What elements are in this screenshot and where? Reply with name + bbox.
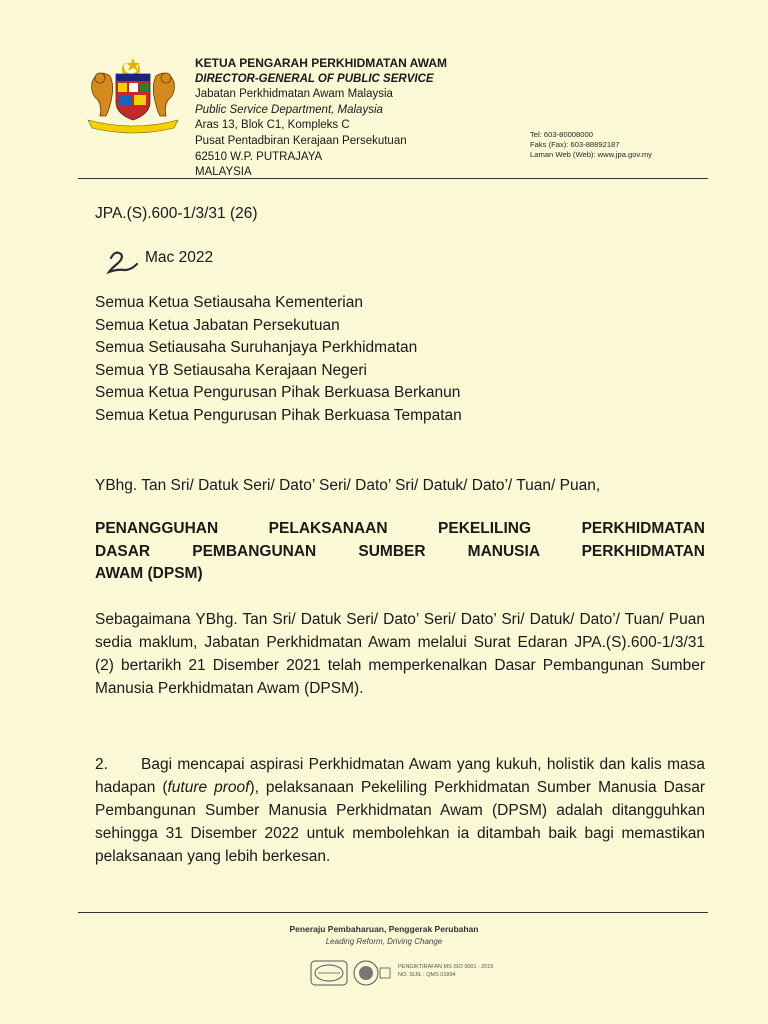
letterhead-address-line: Pusat Pentadbiran Kerajaan Persekutuan (195, 134, 407, 147)
paragraph-2 (95, 753, 705, 868)
addressee: Semua Ketua Setiausaha Kementerian (95, 294, 363, 311)
coat-of-arms-icon (78, 52, 188, 134)
subject-line: PENANGGUHAN PELAKSANAAN PEKELILING PERKHIDMATAN (95, 520, 705, 537)
letterhead (195, 56, 447, 181)
paragraph-text: ), pelaksanaan Pekeliling Perkhidmatan Sumber Manusia Dasar Pembangunan Sumber Manusia Perkhidmatan Awam (DPSM) adalah ditangguhkan sehingga 31 Disember 2022 untuk membolehkan ia ditambah baik bagi memastikan pelaksanaan yang lebih berkesan. (95, 779, 705, 865)
certification-logos-icon (310, 958, 392, 988)
paragraph-italic: future proof (167, 779, 250, 796)
addressee: Semua YB Setiausaha Kerajaan Negeri (95, 361, 367, 379)
salutation: YBhg. Tan Sri/ Datuk Seri/ Dato’ Seri/ Dato’ Sri/ Datuk/ Dato’/ Tuan/ Puan, (95, 477, 601, 494)
contact-fax: Faks (Fax): 603-88892187 (530, 140, 620, 150)
letter-date: Mac 2022 (145, 249, 214, 266)
footer-divider (78, 912, 708, 913)
letterhead-address-line: 62510 W.P. PUTRAJAYA (195, 150, 323, 163)
addressee: Semua Ketua Jabatan Persekutuan (95, 316, 340, 334)
paragraph-1: Sebagaimana YBhg. Tan Sri/ Datuk Seri/ Dato’ Seri/ Dato’ Sri/ Datuk/ Dato’/ Tuan/ Puan sedia maklum, Jabatan Perkhidmatan Awam melalui Surat Edaran JPA.(S).600-1/3/31 (2) bertarikh 21 Disember 2021 telah memperkenalkan Dasar Pembangunan Sumber Manusia Perkhidmatan Awam (DPSM). (95, 611, 705, 697)
footer-motto: Peneraju Pembaharuan, Penggerak Perubahan (289, 924, 479, 934)
cert-line: NO. SIJIL : QMS 01894 (398, 972, 456, 978)
letterhead-address-line: MALAYSIA (195, 166, 252, 179)
subject-line: DASAR PEMBANGUNAN SUMBER MANUSIA PERKHIDMATAN (95, 542, 705, 560)
addressee: Semua Setiausaha Suruhanjaya Perkhidmatan (95, 339, 418, 357)
contact-web: Laman Web (Web): www.jpa.gov.my (530, 150, 652, 160)
addressee: Semua Ketua Pengurusan Pihak Berkuasa Berkanun (95, 384, 461, 402)
letterhead-title-en: DIRECTOR-GENERAL OF PUBLIC SERVICE (195, 72, 434, 85)
header-divider (78, 178, 708, 179)
subject-line: AWAM (DPSM) (95, 565, 203, 582)
letterhead-department: Jabatan Perkhidmatan Awam Malaysia (195, 88, 393, 101)
handwritten-day (103, 246, 145, 274)
letterhead-title: KETUA PENGARAH PERKHIDMATAN AWAM (195, 56, 447, 70)
reference-number: JPA.(S).600-1/3/31 (26) (95, 205, 258, 222)
footer-motto-en: Leading Reform, Driving Change (325, 937, 443, 946)
letter-subject (95, 518, 705, 586)
paragraph-number: 2. (95, 756, 108, 773)
cert-line: PENGIKTIRAFAN MS ISO 9001 : 2015 (398, 964, 494, 970)
certification-text (398, 963, 493, 979)
contact-tel: Tel: 603-80008000 (530, 130, 593, 139)
contact-info (530, 130, 652, 161)
addressee-list (95, 292, 462, 428)
letterhead-department-en: Public Service Department, Malaysia (195, 103, 383, 116)
addressee: Semua Ketua Pengurusan Pihak Berkuasa Tempatan (95, 406, 462, 424)
letterhead-address-line: Aras 13, Blok C1, Kompleks C (195, 119, 350, 132)
paragraph-text: Bagi mencapai aspirasi Perkhidmatan Awam yang kukuh, holistik dan kalis masa hadapan ( (95, 756, 705, 796)
